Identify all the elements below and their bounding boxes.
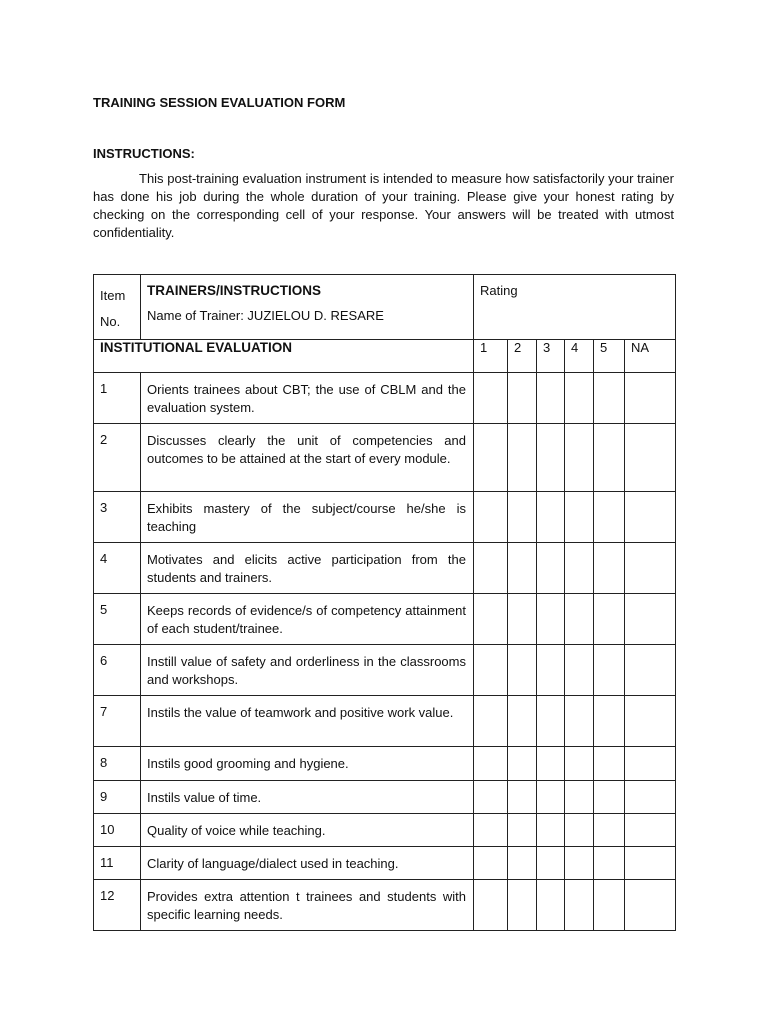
rating-cell-2[interactable] — [508, 424, 537, 492]
rating-cell-na[interactable] — [625, 594, 676, 645]
criterion-text: Clarity of language/dialect used in teaching. — [141, 847, 474, 880]
item-number: 10 — [94, 814, 141, 847]
rating-cell-1[interactable] — [474, 373, 508, 424]
criterion-text: Instils value of time. — [141, 781, 474, 814]
item-number: 7 — [94, 696, 141, 747]
rating-cell-3[interactable] — [537, 373, 565, 424]
rating-cell-na[interactable] — [625, 424, 676, 492]
institutional-evaluation-heading: INSTITUTIONAL EVALUATION — [94, 340, 474, 373]
rating-cell-na[interactable] — [625, 781, 676, 814]
rating-cell-1[interactable] — [474, 492, 508, 543]
rating-scale-na: NA — [625, 340, 676, 373]
rating-header: Rating — [474, 275, 676, 340]
rating-cell-na[interactable] — [625, 747, 676, 781]
criterion-text: Instils the value of teamwork and positive work value. — [141, 696, 474, 747]
rating-cell-2[interactable] — [508, 696, 537, 747]
rating-cell-3[interactable] — [537, 594, 565, 645]
rating-cell-1[interactable] — [474, 781, 508, 814]
rating-cell-4[interactable] — [565, 814, 594, 847]
criterion-text: Keeps records of evidence/s of competency attainment of each student/trainee. — [141, 594, 474, 645]
rating-cell-na[interactable] — [625, 814, 676, 847]
rating-cell-5[interactable] — [594, 645, 625, 696]
rating-cell-na[interactable] — [625, 645, 676, 696]
rating-cell-2[interactable] — [508, 880, 537, 931]
rating-cell-na[interactable] — [625, 880, 676, 931]
table-row — [94, 492, 676, 543]
rating-cell-5[interactable] — [594, 781, 625, 814]
criterion-text: Instill value of safety and orderliness in the classrooms and workshops. — [141, 645, 474, 696]
rating-cell-3[interactable] — [537, 781, 565, 814]
rating-cell-4[interactable] — [565, 696, 594, 747]
table-header-row — [94, 275, 676, 340]
criterion-text: Orients trainees about CBT; the use of CBLM and the evaluation system. — [141, 373, 474, 424]
table-row — [94, 543, 676, 594]
rating-cell-2[interactable] — [508, 373, 537, 424]
rating-scale-4: 4 — [565, 340, 594, 373]
rating-cell-4[interactable] — [565, 747, 594, 781]
rating-cell-5[interactable] — [594, 847, 625, 880]
rating-cell-4[interactable] — [565, 543, 594, 594]
criterion-text: Motivates and elicits active participation from the students and trainers. — [141, 543, 474, 594]
rating-cell-2[interactable] — [508, 543, 537, 594]
rating-cell-4[interactable] — [565, 645, 594, 696]
rating-cell-5[interactable] — [594, 747, 625, 781]
item-number: 5 — [94, 594, 141, 645]
rating-cell-1[interactable] — [474, 747, 508, 781]
evaluation-table — [93, 274, 676, 931]
table-row — [94, 880, 676, 931]
item-number: 6 — [94, 645, 141, 696]
rating-cell-5[interactable] — [594, 543, 625, 594]
instructions-text: This post-training evaluation instrument is intended to measure how satisfactorily your trainer has done his job during the whole duration of your training. Please give your honest rating by checking on the corresponding cell of your response. Your answers will be treated with utmost confidentiality. — [93, 171, 674, 240]
rating-cell-2[interactable] — [508, 492, 537, 543]
rating-cell-4[interactable] — [565, 594, 594, 645]
rating-cell-5[interactable] — [594, 880, 625, 931]
rating-cell-na[interactable] — [625, 373, 676, 424]
item-number: 9 — [94, 781, 141, 814]
rating-cell-2[interactable] — [508, 814, 537, 847]
instructions-heading: INSTRUCTIONS: — [93, 146, 195, 161]
table-row — [94, 696, 676, 747]
form-title: TRAINING SESSION EVALUATION FORM — [93, 95, 346, 110]
rating-cell-5[interactable] — [594, 424, 625, 492]
rating-cell-5[interactable] — [594, 696, 625, 747]
rating-cell-5[interactable] — [594, 814, 625, 847]
item-number: 11 — [94, 847, 141, 880]
rating-cell-4[interactable] — [565, 781, 594, 814]
table-row — [94, 814, 676, 847]
rating-scale-1: 1 — [474, 340, 508, 373]
rating-cell-2[interactable] — [508, 847, 537, 880]
rating-cell-4[interactable] — [565, 492, 594, 543]
trainers-header — [141, 275, 474, 340]
rating-cell-4[interactable] — [565, 373, 594, 424]
rating-cell-3[interactable] — [537, 880, 565, 931]
rating-cell-4[interactable] — [565, 880, 594, 931]
rating-cell-2[interactable] — [508, 594, 537, 645]
rating-cell-4[interactable] — [565, 847, 594, 880]
rating-cell-1[interactable] — [474, 424, 508, 492]
criterion-text: Exhibits mastery of the subject/course he/she is teaching — [141, 492, 474, 543]
rating-cell-2[interactable] — [508, 645, 537, 696]
rating-cell-3[interactable] — [537, 492, 565, 543]
table-row — [94, 747, 676, 781]
item-number: 8 — [94, 747, 141, 781]
rating-scale-3: 3 — [537, 340, 565, 373]
criterion-text: Quality of voice while teaching. — [141, 814, 474, 847]
item-label: Item — [100, 288, 126, 303]
rating-cell-3[interactable] — [537, 696, 565, 747]
rating-cell-2[interactable] — [508, 747, 537, 781]
criterion-text: Discusses clearly the unit of competencies and outcomes to be attained at the start of every module. — [141, 424, 474, 492]
rating-cell-1[interactable] — [474, 814, 508, 847]
rating-scale-5: 5 — [594, 340, 625, 373]
table-row — [94, 594, 676, 645]
rating-cell-3[interactable] — [537, 645, 565, 696]
item-number: 2 — [94, 424, 141, 492]
rating-cell-1[interactable] — [474, 543, 508, 594]
item-number: 4 — [94, 543, 141, 594]
table-row — [94, 424, 676, 492]
rating-cell-3[interactable] — [537, 847, 565, 880]
rating-cell-5[interactable] — [594, 492, 625, 543]
criterion-text: Instils good grooming and hygiene. — [141, 747, 474, 781]
rating-cell-1[interactable] — [474, 847, 508, 880]
trainers-heading: TRAINERS/INSTRUCTIONS — [147, 283, 322, 298]
no-label: No. — [100, 314, 121, 329]
criterion-text: Provides extra attention t trainees and students with specific learning needs. — [141, 880, 474, 931]
rating-scale-2: 2 — [508, 340, 537, 373]
rating-cell-5[interactable] — [594, 373, 625, 424]
rating-cell-1[interactable] — [474, 696, 508, 747]
rating-cell-1[interactable] — [474, 594, 508, 645]
table-row — [94, 373, 676, 424]
table-row — [94, 645, 676, 696]
rating-cell-na[interactable] — [625, 543, 676, 594]
table-row — [94, 847, 676, 880]
rating-cell-1[interactable] — [474, 645, 508, 696]
item-number: 1 — [94, 373, 141, 424]
rating-cell-na[interactable] — [625, 696, 676, 747]
section-header-row — [94, 340, 676, 373]
item-number: 12 — [94, 880, 141, 931]
rating-cell-na[interactable] — [625, 492, 676, 543]
rating-cell-2[interactable] — [508, 781, 537, 814]
item-no-header — [94, 275, 141, 340]
rating-cell-1[interactable] — [474, 880, 508, 931]
rating-cell-3[interactable] — [537, 814, 565, 847]
item-number: 3 — [94, 492, 141, 543]
rating-cell-na[interactable] — [625, 847, 676, 880]
trainer-name: Name of Trainer: JUZIELOU D. RESARE — [147, 308, 384, 323]
rating-cell-5[interactable] — [594, 594, 625, 645]
rating-cell-4[interactable] — [565, 424, 594, 492]
rating-cell-3[interactable] — [537, 424, 565, 492]
table-row — [94, 781, 676, 814]
rating-cell-3[interactable] — [537, 543, 565, 594]
rating-cell-3[interactable] — [537, 747, 565, 781]
